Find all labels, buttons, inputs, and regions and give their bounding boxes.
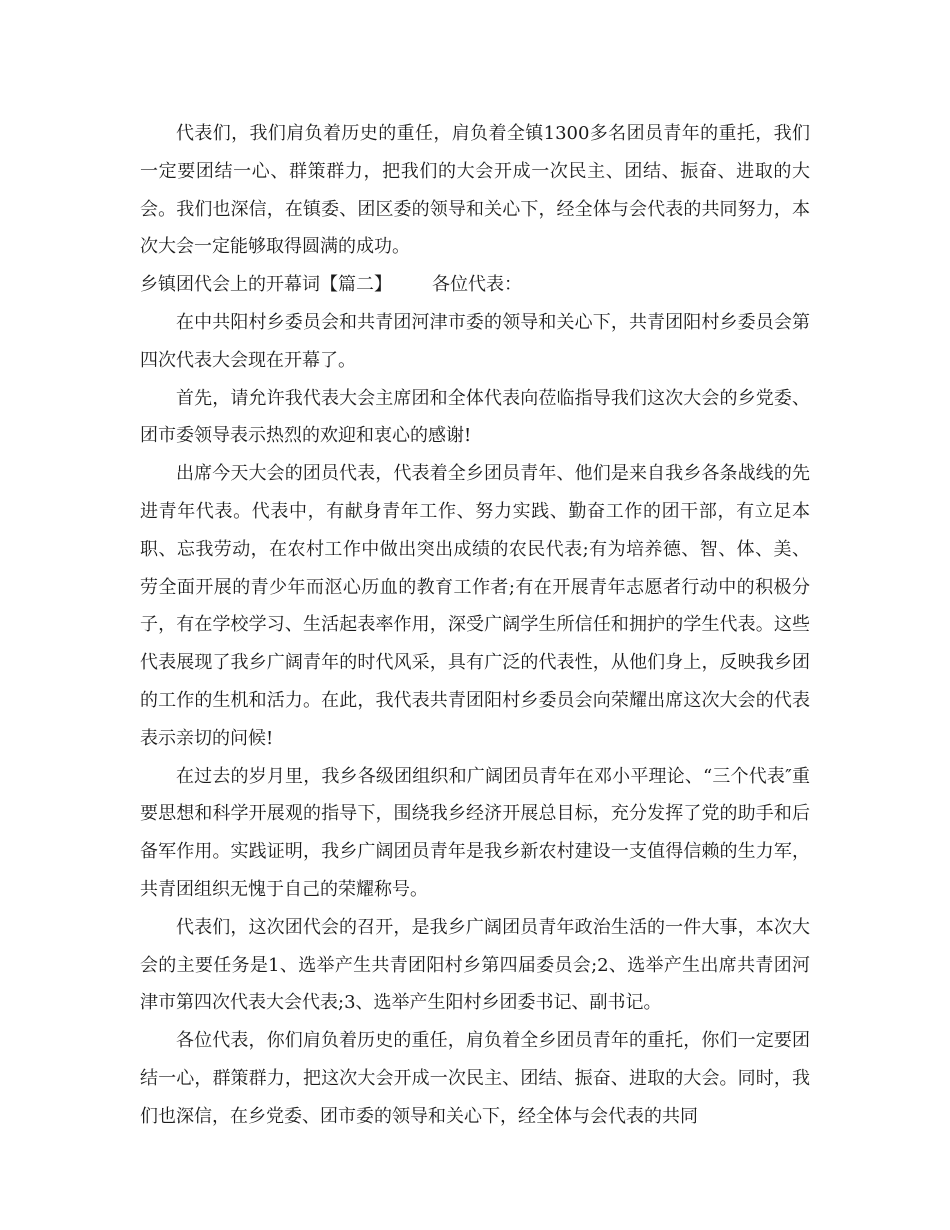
- document-body: [140, 115, 810, 1136]
- paragraph-welcome: 首先，请允许我代表大会主席团和全体代表向莅临指导我们这次大会的乡党委、团市委领导表示热烈的欢迎和衷心的感谢!: [140, 387, 810, 447]
- paragraph-tasks: 代表们，这次团代会的召开，是我乡广阔团员青年政治生活的一件大事，本次大会的主要任务是1、选举产生共青团阳村乡第四届委员会;2、选举产生出席共青团河津市第四次代表大会代表;3、选举产生阳村乡团委书记、副书记。: [140, 916, 810, 1014]
- paragraph-past-years: 在过去的岁月里，我乡各级团组织和广阔团员青年在邓小平理论、“三个代表″重要思想和科学开展观的指导下，围绕我乡经济开展总目标，充分发挥了党的助手和后备军作用。实践证明，我乡广阔团员青年是我乡新农村建设一支值得信赖的生力军，共青团组织无愧于自己的荣耀称号。: [140, 765, 810, 900]
- section-heading: [140, 266, 810, 304]
- section-title: 乡镇团代会上的开幕词【篇二】: [140, 274, 392, 296]
- paragraph-delegates: 出席今天大会的团员代表，代表着全乡团员青年、他们是来自我乡各条战线的先进青年代表。代表中，有献身青年工作、努力实践、勤奋工作的团干部，有立足本职、忘我劳动，在农村工作中做出突出成绩的农民代表;有为培养德、智、体、美、劳全面开展的青少年而沤心历血的教育工作者;有在开展青年志愿者行动中的积极分子，有在学校学习、生活起表率作用，深受广阔学生所信任和拥护的学生代表。这些代表展现了我乡广阔青年的时代风采，具有广泛的代表性，从他们身上，反映我乡团的工作的生机和活力。在此，我代表共青团阳村乡委员会向荣耀出席这次大会的代表表示亲切的问候!: [140, 463, 810, 749]
- paragraph-opening: 在中共阳村乡委员会和共青团河津市委的领导和关心下，共青团阳村乡委员会第四次代表大会现在开幕了。: [140, 311, 810, 371]
- paragraph-closing-first-speech: 代表们，我们肩负着历史的重任，肩负着全镇1300多名团员青年的重托，我们一定要团结一心、群策群力，把我们的大会开成一次民主、团结、振奋、进取的大会。我们也深信，在镇委、团区委的领导和关心下，经全体与会代表的共同努力，本次大会一定能够取得圆满的成功。: [140, 123, 810, 258]
- salutation: 各位代表：: [432, 274, 522, 296]
- paragraph-responsibility: 各位代表，你们肩负着历史的重任，肩负着全乡团员青年的重托，你们一定要团结一心，群策群力，把这次大会开成一次民主、团结、振奋、进取的大会。同时，我们也深信，在乡党委、团市委的领导和关心下，经全体与会代表的共同: [140, 1030, 810, 1127]
